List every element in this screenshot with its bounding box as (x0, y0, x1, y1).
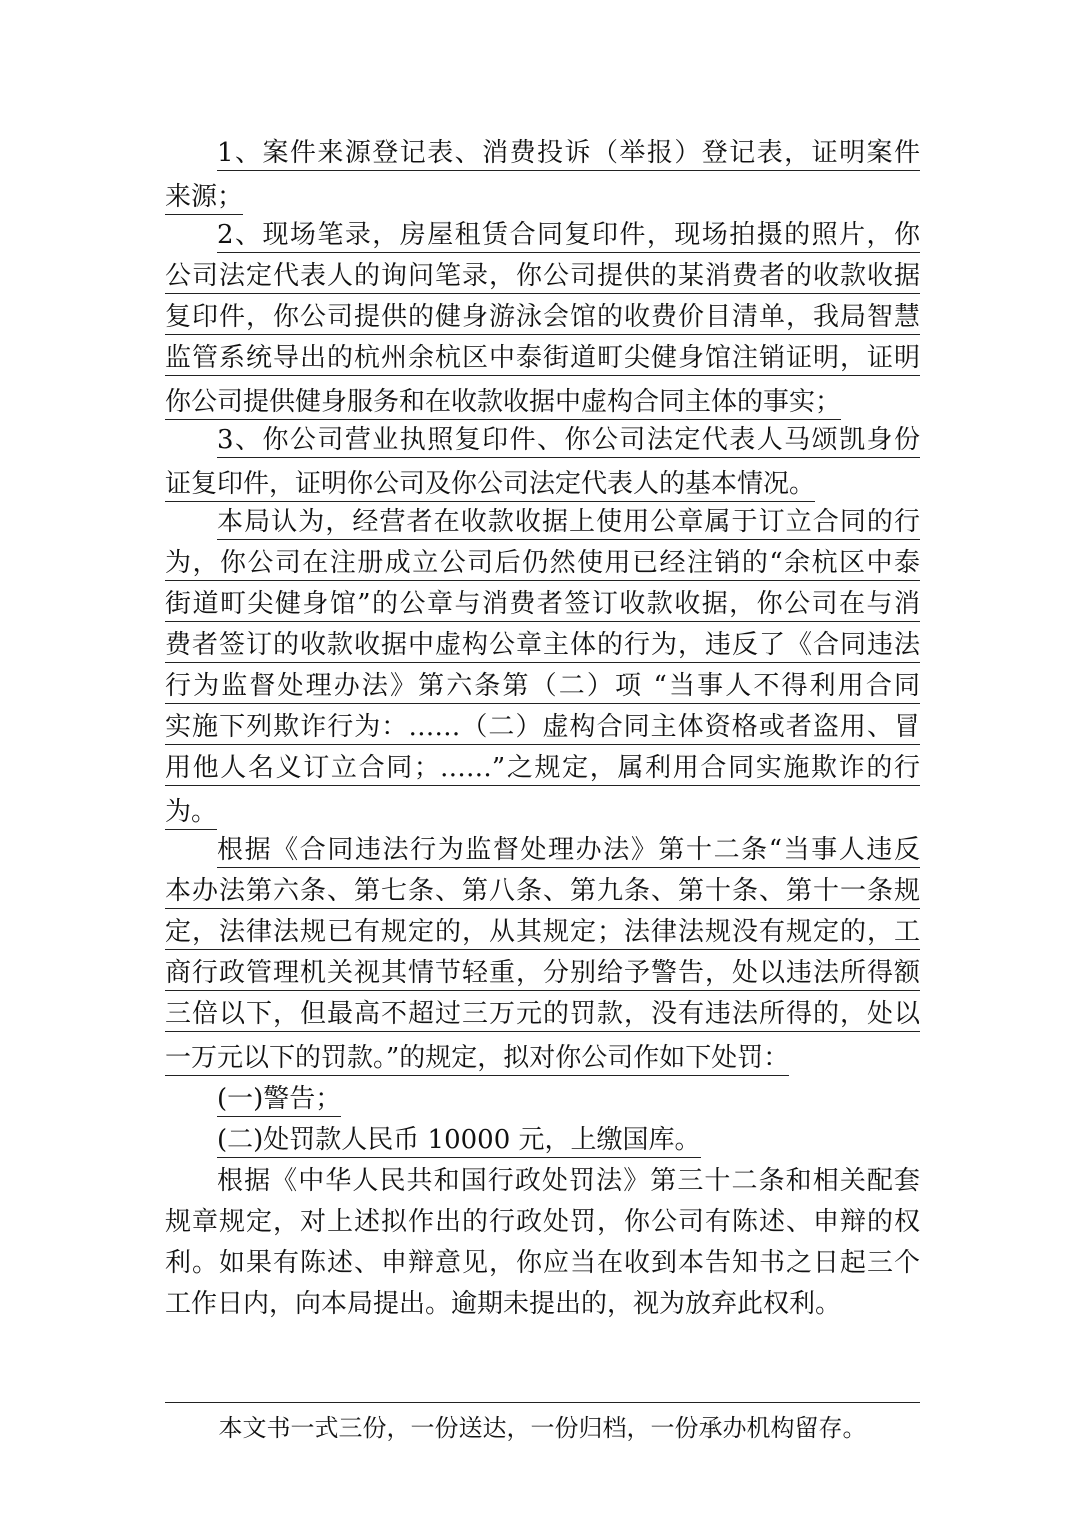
text-line: 三倍以下，但最高不超过三万元的罚款，没有违法所得的，处以 (165, 997, 920, 1038)
text-line: 你公司提供健身服务和在收款收据中虚构合同主体的事实； (165, 382, 920, 423)
document-body (165, 136, 920, 1325)
text-line: 为。 (165, 792, 920, 833)
text-line: 监管系统导出的杭州余杭区中泰街道町尖健身馆注销证明，证明 (165, 341, 920, 382)
text-line: 工作日内，向本局提出。逾期未提出的，视为放弃此权利。 (165, 1289, 842, 1319)
text-line: 本办法第六条、第七条、第八条、第九条、第十条、第十一条规 (165, 874, 920, 915)
text-line: 定，法律法规已有规定的，从其规定；法律法规没有规定的，工 (165, 915, 920, 956)
text-line: 根据《合同违法行为监督处理办法》第十二条“当事人违反 (165, 833, 920, 874)
text-line: 费者签订的收款收据中虚构公章主体的行为，违反了《合同违法 (165, 628, 920, 669)
text-line: 3、你公司营业执照复印件、你公司法定代表人马颂凯身份 (165, 423, 920, 464)
text-line: 证复印件，证明你公司及你公司法定代表人的基本情况。 (165, 464, 920, 505)
text-line: 规章规定，对上述拟作出的行政处罚，你公司有陈述、申辩的权 (165, 1207, 920, 1237)
text-line: 行为监督处理办法》第六条第（二）项 “当事人不得利用合同 (165, 669, 920, 710)
text-line: 来源； (165, 177, 920, 218)
text-line: 1、案件来源登记表、消费投诉（举报）登记表，证明案件 (165, 136, 920, 177)
text-line: 为，你公司在注册成立公司后仍然使用已经注销的“余杭区中泰 (165, 546, 920, 587)
text-line: 本局认为，经营者在收款收据上使用公章属于订立合同的行 (165, 505, 920, 546)
footer-note: 本文书一式三份，一份送达，一份归档，一份承办机构留存。 (218, 1414, 867, 1442)
penalty-item: (一)警告； (165, 1079, 920, 1120)
penalty-item: (二)处罚款人民币 10000 元，上缴国库。 (165, 1120, 920, 1161)
text-line: 用他人名义订立合同；……”之规定，属利用合同实施欺诈的行 (165, 751, 920, 792)
text-line: 利。如果有陈述、申辩意见，你应当在收到本告知书之日起三个 (165, 1248, 920, 1278)
text-line: 根据《中华人民共和国行政处罚法》第三十二条和相关配套 (217, 1166, 920, 1196)
text-line: 2、现场笔录，房屋租赁合同复印件，现场拍摄的照片，你 (165, 218, 920, 259)
text-line: 复印件，你公司提供的健身游泳会馆的收费价目清单，我局智慧 (165, 300, 920, 341)
text-line: 实施下列欺诈行为：……（二）虚构合同主体资格或者盗用、冒 (165, 710, 920, 751)
text-line: 公司法定代表人的询问笔录，你公司提供的某消费者的收款收据 (165, 259, 920, 300)
text-line: 一万元以下的罚款。”的规定，拟对你公司作如下处罚： (165, 1038, 920, 1079)
text-line: 商行政管理机关视其情节轻重，分别给予警告，处以违法所得额 (165, 956, 920, 997)
text-line: 街道町尖健身馆”的公章与消费者签订收款收据，你公司在与消 (165, 587, 920, 628)
footer-divider (165, 1402, 920, 1403)
